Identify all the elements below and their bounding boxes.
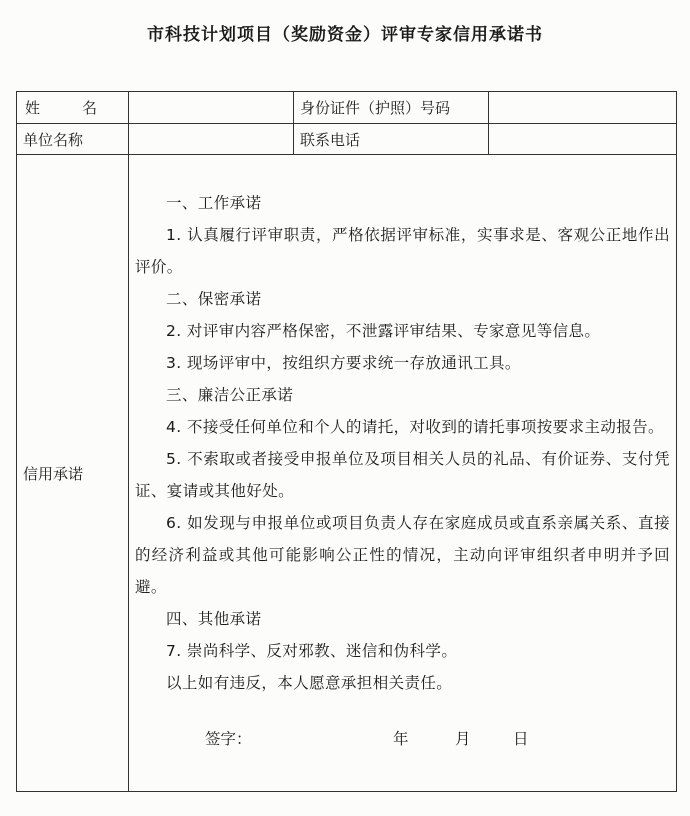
id-label-cell <box>294 92 489 124</box>
unit-label-cell <box>17 124 129 155</box>
commitment-label: 信用承诺 <box>23 464 84 483</box>
year-label: 年 <box>393 730 409 748</box>
phone-label: 联系电话 <box>300 130 361 149</box>
commitment-item-1: 1. 认真履行评审职责，严格依据评审标准，实事求是、客观公正地作出评价。 <box>135 226 670 276</box>
section-heading-confidentiality: 二、保密承诺 <box>166 290 262 308</box>
commitment-content-cell <box>129 155 677 792</box>
commitment-item-6: 6. 如发现与申报单位或项目负责人存在家庭成员或直系亲属关系、直接的经济利益或其他可能影响公正性的情况，主动向评审组织者申明并予回避。 <box>135 514 670 596</box>
name-label-cell <box>17 92 129 124</box>
commitment-item-2: 2. 对评审内容严格保密，不泄露评审结果、专家意见等信息。 <box>166 322 601 340</box>
id-label: 身份证件（护照）号码 <box>300 99 451 117</box>
document-title: 市科技计划项目（奖励资金）评审专家信用承诺书 <box>147 25 543 45</box>
section-heading-integrity: 三、廉洁公正承诺 <box>166 386 294 404</box>
name-value-cell[interactable] <box>129 92 294 124</box>
phone-label-cell <box>294 124 489 155</box>
commitment-item-7: 7. 崇尚科学、反对邪教、迷信和伪科学。 <box>166 642 458 660</box>
unit-label: 单位名称 <box>23 130 84 149</box>
section-heading-other: 四、其他承诺 <box>166 610 262 628</box>
day-label: 日 <box>513 730 529 748</box>
name-label-char-1: 姓 <box>25 99 41 117</box>
id-value-cell[interactable] <box>489 92 677 124</box>
closing-statement: 以上如有违反，本人愿意承担相关责任。 <box>166 674 453 692</box>
name-row <box>17 92 677 124</box>
unit-row <box>17 124 677 155</box>
commitment-item-4: 4. 不接受任何单位和个人的请托，对收到的请托事项按要求主动报告。 <box>166 418 664 436</box>
signature-row <box>135 727 670 759</box>
month-label: 月 <box>455 730 471 748</box>
section-heading-work: 一、工作承诺 <box>166 194 262 212</box>
commitment-row <box>17 155 677 792</box>
phone-value-cell[interactable] <box>489 124 677 155</box>
unit-value-cell[interactable] <box>129 124 294 155</box>
commitment-label-cell <box>17 155 129 792</box>
commitment-item-5: 5. 不索取或者接受申报单位及项目相关人员的礼品、有价证券、支付凭证、宴请或其他好处。 <box>135 450 670 500</box>
signature-label: 签字： <box>205 730 252 748</box>
commitment-item-3: 3. 现场评审中，按组织方要求统一存放通讯工具。 <box>166 354 521 372</box>
name-label-char-2: 名 <box>81 99 97 117</box>
commitment-form-table <box>16 91 677 792</box>
